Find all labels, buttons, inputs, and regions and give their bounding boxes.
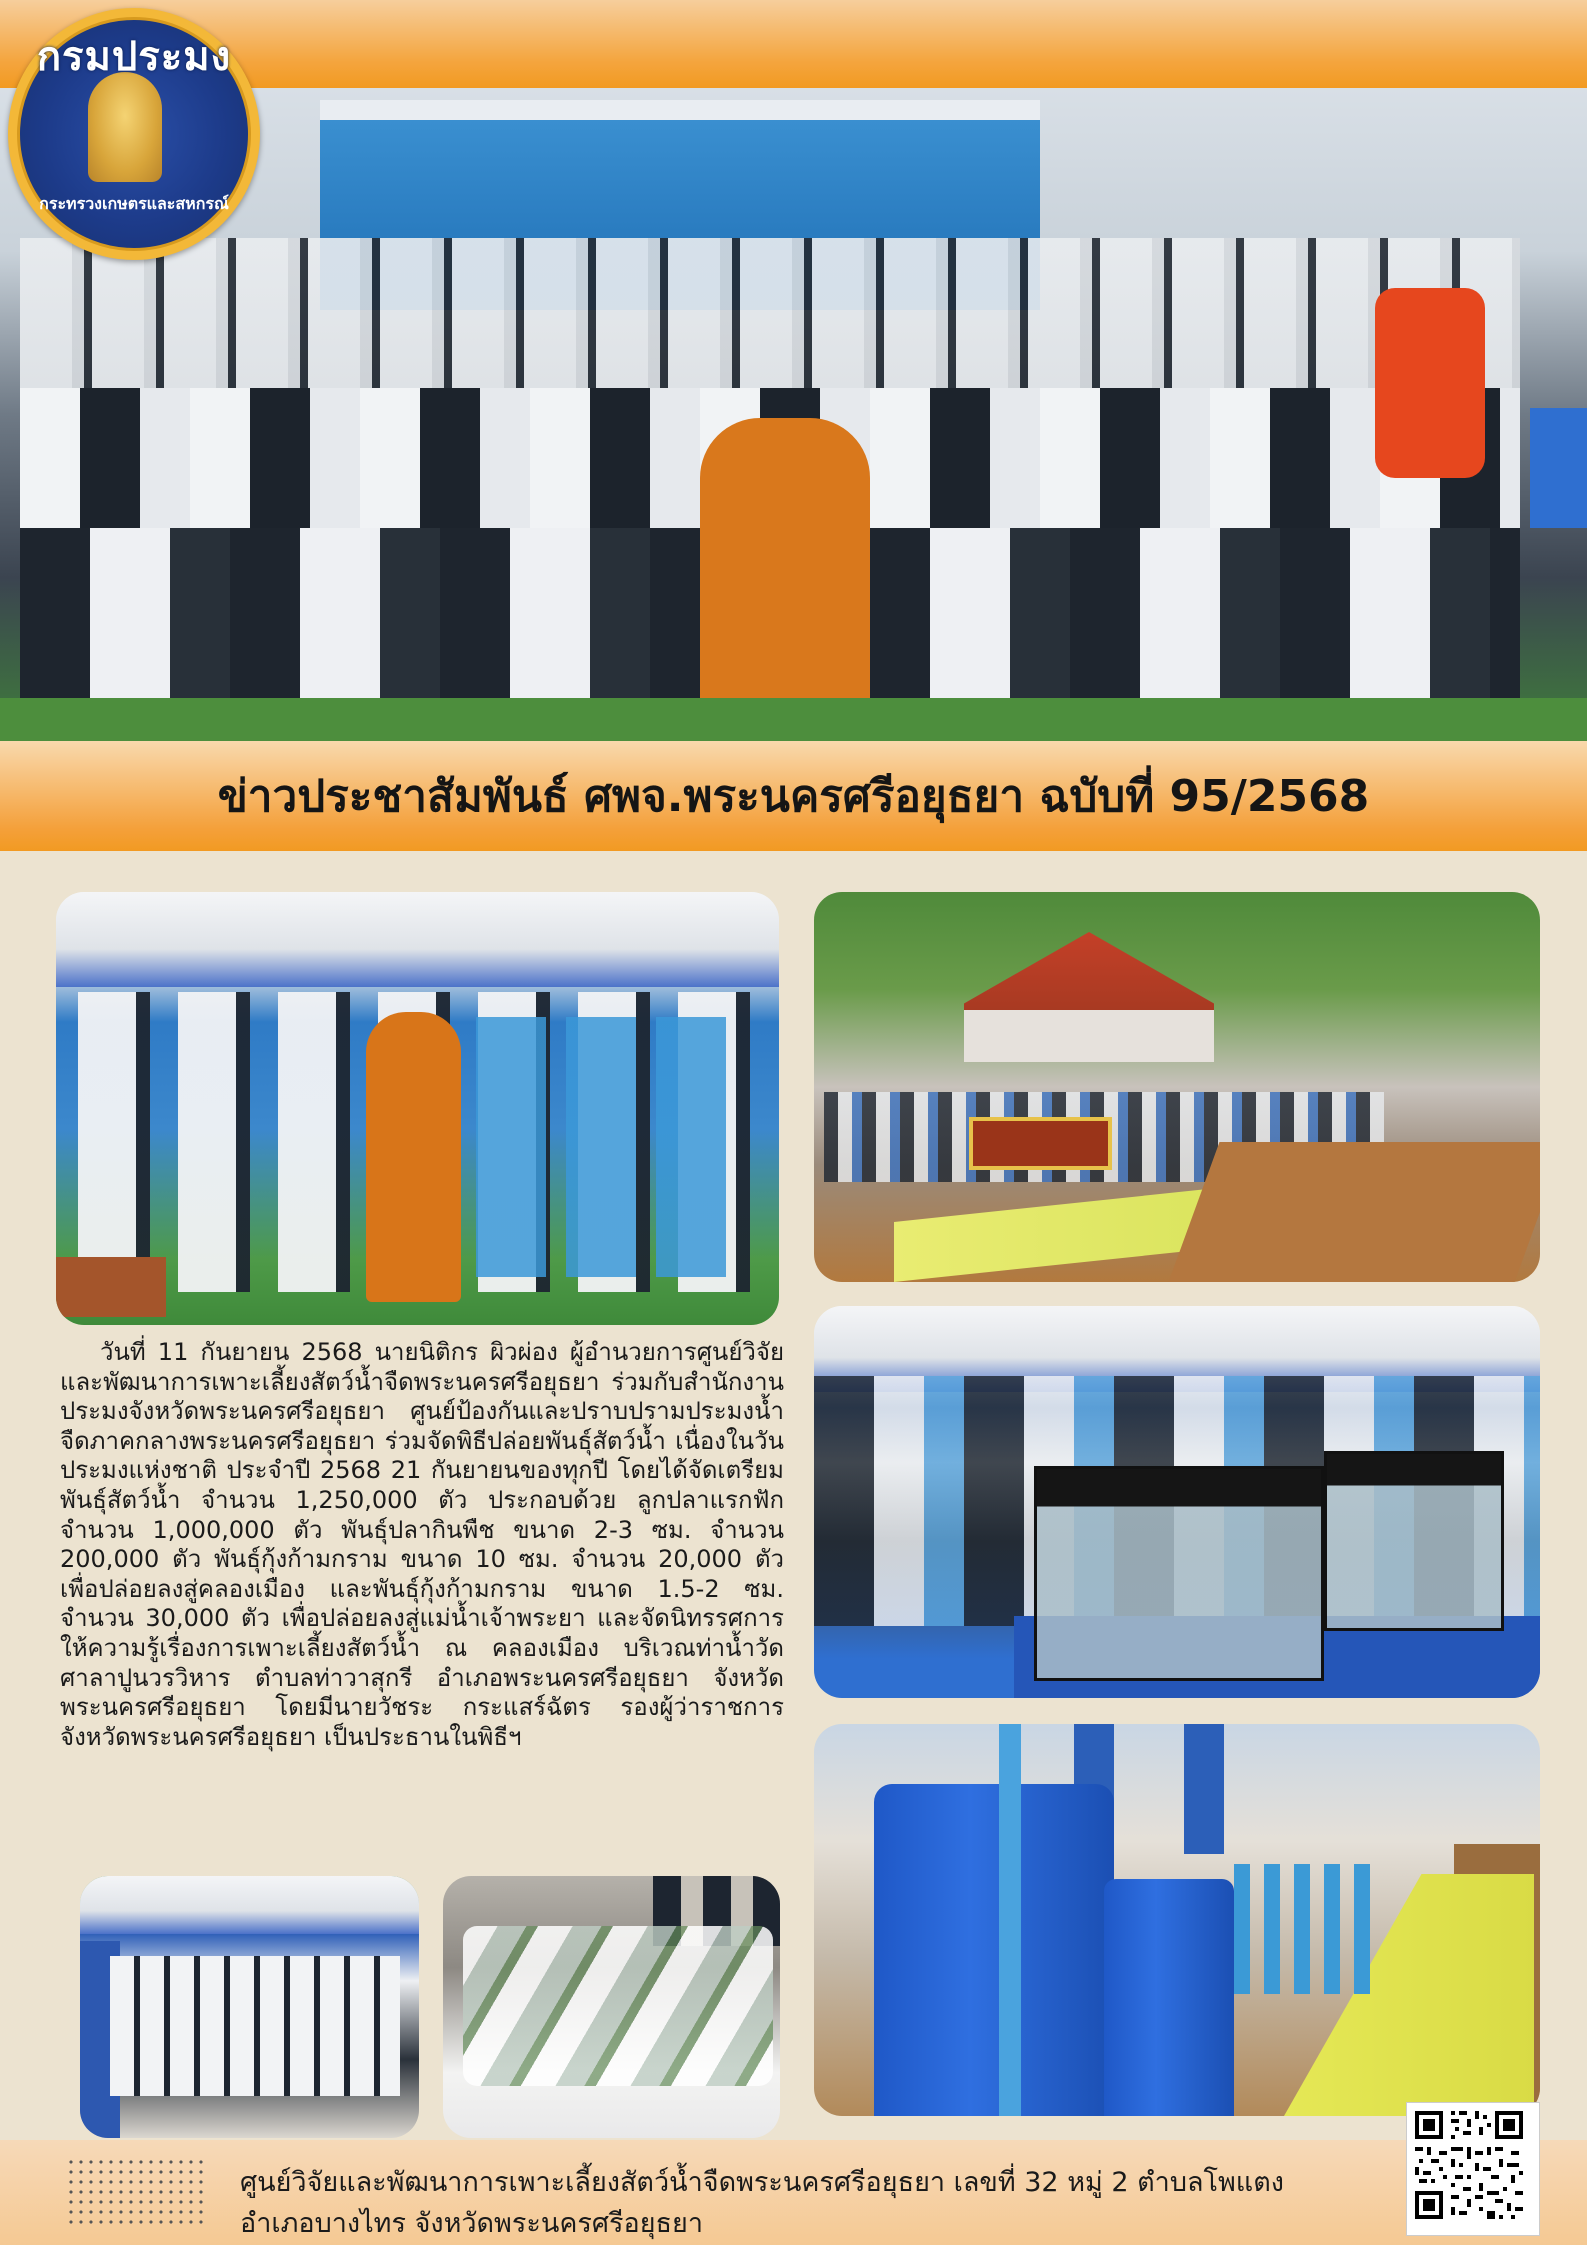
photo-aquarium-exhibit — [814, 1306, 1540, 1698]
article-body: วันที่ 11 กันยายน 2568 นายนิติกร ผิวผ่อง ผู้อำนวยการศูนย์วิจัยและพัฒนาการเพาะเลี้ยงสัตว์น้ำจืดพระนครศรีอยุธยา ร่วมกับสำนักงานประมงจังหวัดพระนครศรีอยุธยา ศูนย์ป้องกันและปราบปรามประมงน้ำจืดภาคกลางพระนครศรีอยุธยา ร่วมจัดพิธีปล่อยพันธุ์สัตว์น้ำ เนื่องในวันประมงแห่งชาติ ประจำปี 2568 21 กันยายนของทุกปี โดยได้จัดเตรียมพันธุ์สัตว์น้ำ จำนวน 1,250,000 ตัว ประกอบด้วย ลูกปลาแรกฟัก จำนวน 1,000,000 ตัว พันธุ์ปลากินพืช ขนาด 2-3 ซม. จำนวน 200,000 ตัว พันธุ์กุ้งก้ามกราม ขนาด 10 ซม. จำนวน 20,000 ตัว เพื่อปล่อยลงสู่คลองเมือง และพันธุ์กุ้งก้ามกราม ขนาด 1.5-2 ซม. จำนวน 30,000 ตัว เพื่อปล่อยลงสู่แม่น้ำเจ้าพระยา และจัดนิทรรศการให้ความรู้เรื่องการเพาะเลี้ยงสัตว์น้ำ ณ คลองเมือง บริเวณท่าน้ำวัดศาลาปูนวรวิหาร ตำบลท่าวาสุกรี อำเภอพระนครศรีอยุธยา จังหวัดพระนครศรีอยุธยา โดยมีนายวัชระ กระแสร์ฉัตร รองผู้ว่าราชการจังหวัดพระนครศรีอยุธยา เป็นประธานในพิธีฯ — [60, 1338, 784, 1751]
aquarium-tank-small — [1324, 1451, 1504, 1631]
temple-sign — [969, 1117, 1112, 1170]
photo-fish-bags — [443, 1876, 780, 2138]
fish-fry-bags — [463, 1926, 773, 2086]
logo-subtitle: กระทรวงเกษตรและสหกรณ์ — [39, 194, 229, 213]
photo-temple-riverside — [814, 892, 1540, 1282]
hero-monk-figure — [700, 418, 870, 718]
water-pipes — [1234, 1864, 1384, 1994]
photo-wooden-bench — [56, 1257, 166, 1317]
blue-barrel-small — [1104, 1879, 1234, 2116]
hero-blue-tub — [1530, 408, 1587, 528]
blue-barrel-large — [874, 1784, 1114, 2116]
photo-water-barrels — [814, 1724, 1540, 2116]
logo-title: กรมประมง — [36, 34, 232, 80]
temple-roof — [964, 932, 1214, 1062]
water-pipe — [999, 1724, 1021, 2116]
dot-grid-icon — [66, 2157, 206, 2229]
qr-code-icon[interactable] — [1407, 2103, 1539, 2235]
logo-emblem-icon — [88, 72, 162, 182]
photo-monk-figure — [366, 1012, 461, 1302]
title-bar — [0, 741, 1587, 851]
tent-canopy — [56, 892, 779, 987]
footer-address-line2: อำเภอบางไทร จังหวัดพระนครศรีอยุธยา — [240, 2208, 704, 2239]
tent-canopy — [80, 1876, 419, 1934]
hero-grass — [0, 698, 1587, 741]
river-water — [1169, 1142, 1540, 1282]
footer-address-line1: ศูนย์วิจัยและพัฒนาการเพาะเลี้ยงสัตว์น้ำจืดพระนครศรีอยุธยา เลขที่ 32 หมู่ 2 ตำบลโพแตง — [240, 2167, 1284, 2198]
photo-blue-shirts — [476, 1017, 736, 1277]
photo-exhibition-booth — [80, 1876, 419, 2138]
page-title: ข่าวประชาสัมพันธ์ ศพจ.พระนครศรีอยุธยา ฉบับที่ 95/2568 — [217, 771, 1370, 822]
photo-group-with-monk — [56, 892, 779, 1325]
hero-crowd-back-row — [20, 238, 1520, 408]
aquarium-tank-large — [1034, 1466, 1324, 1681]
hero-life-vest-figure — [1375, 288, 1485, 478]
photo-staff-group — [110, 1956, 400, 2096]
department-logo — [8, 8, 260, 260]
